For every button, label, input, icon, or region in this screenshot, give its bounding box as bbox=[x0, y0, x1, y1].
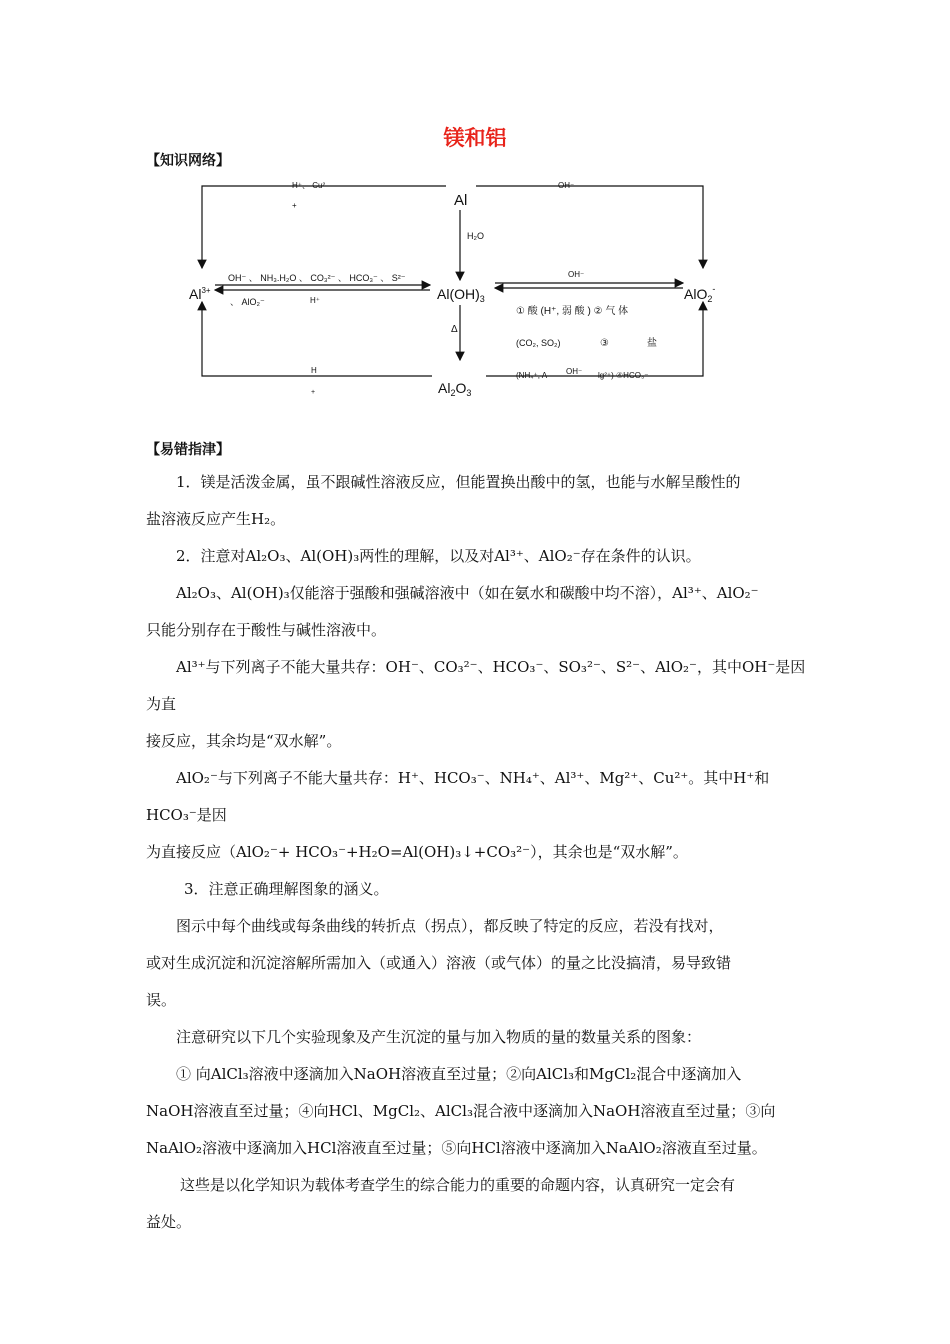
label-right-box-line3b: OH⁻ bbox=[566, 367, 583, 376]
label-right-box-line1: ① 酸 (H⁺, 弱 酸 ) ② 气 体 bbox=[516, 306, 629, 317]
paragraph-7-line-1: 图示中每个曲线或每条曲线的转折点（拐点），都反映了特定的反应，若没有找对， bbox=[176, 917, 724, 935]
node-alo2-sub: 2 bbox=[707, 294, 713, 304]
paragraph-4-line-1: Al³⁺与下列离子不能大量共存：OH⁻、CO₃²⁻、HCO₃⁻、SO₃²⁻、S²⁻、AlO₂⁻，其中OH⁻是因为直 bbox=[146, 658, 806, 713]
paragraph-9-line-1: ① 向AlCl₃溶液中逐滴加入NaOH溶液直至过量；②向AlCl₃和MgCl₂混合中逐滴加入 bbox=[176, 1065, 742, 1083]
label-right-box-line2b: ③ bbox=[600, 338, 609, 349]
body-text bbox=[146, 464, 806, 1241]
section-heading-pitfalls: 【易错指津】 bbox=[146, 442, 230, 458]
label-bottom-h: H bbox=[311, 366, 317, 375]
node-alo2-charge: - bbox=[712, 284, 716, 294]
paragraph-7-line-2: 或对生成沉淀和沉淀溶解所需加入（或通入）溶液（或气体）的量之比没搞清，易导致错 bbox=[146, 954, 732, 972]
paragraph-9-line-2: NaOH溶液直至过量；④向HCl、MgCl₂、AlCl₃混合液中逐滴加入NaOH溶液直至过量；③向 bbox=[146, 1102, 776, 1120]
paragraph-9-line-3: NaAlO₂溶液中逐滴加入HCl溶液直至过量；⑤向HCl溶液中逐滴加入NaAlO₂溶液直至过量。 bbox=[146, 1139, 767, 1157]
label-h-plus-mid: H⁺ bbox=[310, 296, 320, 305]
arrow-al-to-al3 bbox=[202, 186, 446, 268]
node-aloh3-formula: Al(OH) bbox=[437, 286, 480, 302]
paragraph-10-line-1: 这些是以化学知识为载体考查学生的综合能力的重要的命题内容，认真研究一定会有 bbox=[180, 1176, 736, 1194]
section-heading-knowledge: 【知识网络】 bbox=[146, 153, 230, 169]
label-top-left: H⁺、 Cu² bbox=[292, 181, 326, 190]
paragraph-7-line-3: 误。 bbox=[146, 991, 177, 1009]
node-al2o3-sub1: 2 bbox=[450, 388, 456, 398]
paragraph-2: 2．注意对Al₂O₃、Al(OH)₃两性的理解，以及对Al³⁺、AlO₂⁻存在条件的认识。 bbox=[176, 547, 701, 565]
node-al3-symbol: Al bbox=[189, 286, 202, 302]
arrow-al2o3-to-al3 bbox=[202, 302, 432, 376]
paragraph-4-line-2: 接反应，其余均是“双水解”。 bbox=[146, 732, 342, 750]
label-right-box-line3c: lg²⁺) ④HCO₃⁻ bbox=[598, 371, 649, 380]
label-bottom-plus: + bbox=[311, 389, 316, 396]
node-aloh3 bbox=[437, 286, 485, 304]
paragraph-5-line-1: AlO₂⁻与下列离子不能大量共存：H⁺、HCO₃⁻、NH₄⁺、Al³⁺、Mg²⁺、Cu²⁺。其中H⁺和HCO₃⁻是因 bbox=[146, 769, 770, 824]
page-title: 镁和铝 bbox=[443, 126, 507, 150]
paragraph-1-line-1: 1．镁是活泼金属，虽不跟碱性溶液反应，但能置换出酸中的氢，也能与水解呈酸性的 bbox=[176, 473, 741, 491]
label-top-left-plus: + bbox=[292, 201, 297, 210]
paragraph-8: 注意研究以下几个实验现象及产生沉淀的量与加入物质的量的数量关系的图象： bbox=[176, 1028, 702, 1046]
paragraph-3-line-1: Al₂O₃、Al(OH)₃仅能溶于强酸和强碱溶液中（如在氨水和碳酸中均不溶），Al³⁺、AlO₂⁻ bbox=[176, 584, 759, 602]
node-al2o3 bbox=[438, 380, 471, 398]
paragraph-10-line-2: 益处。 bbox=[146, 1213, 192, 1231]
paragraph-5-line-2: 为直接反应（AlO₂⁻+ HCO₃⁻+H₂O=Al(OH)₃↓+CO₃²⁻），其余也是“双水解”。 bbox=[146, 843, 688, 861]
label-top-right: OH⁻ bbox=[558, 181, 575, 190]
node-al2o3-al: Al bbox=[438, 380, 451, 396]
node-al2o3-sub2: 3 bbox=[466, 388, 472, 398]
arrow-al-to-alo2 bbox=[476, 186, 703, 268]
node-alo2 bbox=[684, 284, 715, 304]
paragraph-6: 3．注意正确理解图象的涵义。 bbox=[184, 880, 389, 898]
node-al2o3-o: O bbox=[455, 380, 467, 396]
reaction-network-diagram bbox=[0, 0, 950, 420]
label-right-box-line2c: 盐 bbox=[647, 338, 657, 349]
label-right-box-line2a: (CO₂, SO₂) bbox=[516, 338, 561, 348]
label-left-mid: OH⁻ 、 NH₃.H₂O 、 CO₃²⁻ 、 HCO₃⁻ 、 S²⁻ bbox=[228, 273, 406, 283]
node-al3 bbox=[189, 286, 211, 302]
node-al: Al bbox=[454, 192, 468, 209]
node-al3-charge: 3+ bbox=[201, 286, 211, 295]
label-right-box-line3a: (NH₄⁺, A bbox=[516, 371, 548, 380]
label-left-mid2: 、 AlO₂⁻ bbox=[230, 297, 265, 307]
paragraph-1-line-2: 盐溶液反应产生H₂。 bbox=[146, 510, 286, 528]
label-h2o: H₂O bbox=[467, 231, 484, 241]
paragraph-3-line-2: 只能分别存在于酸性与碱性溶液中。 bbox=[146, 621, 387, 639]
node-alo2-formula: AlO bbox=[684, 286, 708, 302]
label-delta: Δ bbox=[451, 324, 458, 335]
node-aloh3-sub: 3 bbox=[479, 294, 485, 304]
label-right-mid: OH⁻ bbox=[568, 270, 585, 279]
